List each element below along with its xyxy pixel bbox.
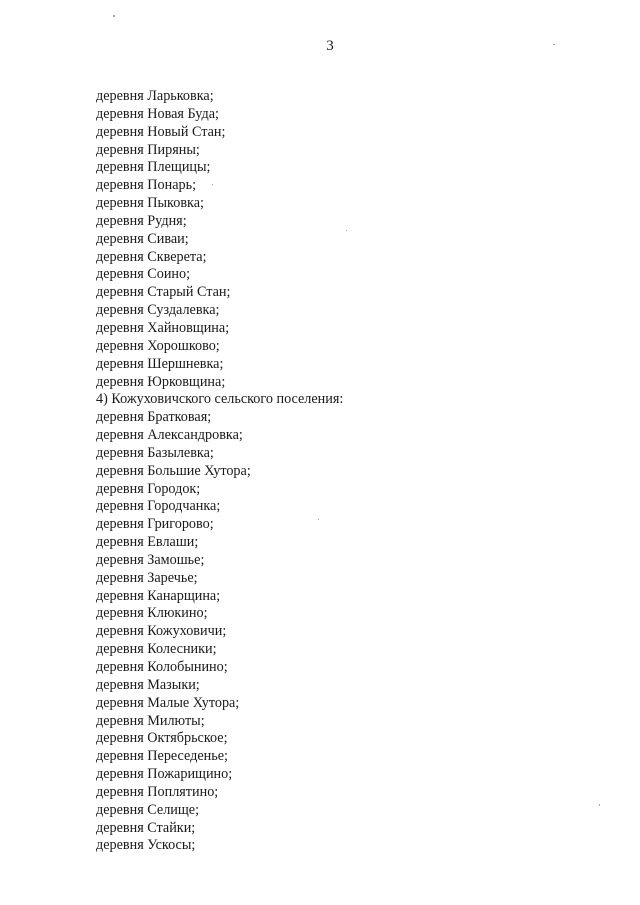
settlement-list xyxy=(96,88,343,855)
settlement-line: деревня Ускосы; xyxy=(96,837,196,854)
settlement-line: деревня Замошье; xyxy=(96,551,205,568)
settlement-line: деревня Колобынино; xyxy=(96,659,228,675)
settlement-line: деревня Малые Хутора; xyxy=(96,694,240,711)
settlement-line: деревня Мазыки; xyxy=(96,676,200,693)
scan-speck xyxy=(599,804,600,806)
page-number: 3 xyxy=(326,38,334,54)
settlement-line: деревня Братковая; xyxy=(96,409,212,426)
settlement-line: деревня Пиряны; xyxy=(96,141,200,158)
settlement-line: деревня Пожарищино; xyxy=(96,766,233,783)
settlement-line: деревня Ларьковка; xyxy=(96,88,214,104)
section-heading: 4) Кожуховичского сельского поселения: xyxy=(96,391,344,408)
settlement-line: деревня Евлаши; xyxy=(96,534,199,551)
settlement-line: деревня Хорошково; xyxy=(96,337,220,354)
settlement-line: деревня Новая Буда; xyxy=(96,105,219,122)
settlement-line: деревня Октябрьское; xyxy=(96,730,228,747)
settlement-line: деревня Городчанка; xyxy=(96,498,221,515)
settlement-line: деревня Шершневка; xyxy=(96,355,224,372)
settlement-line: деревня Юрковщина; xyxy=(96,373,226,390)
settlement-line: деревня Суздалевка; xyxy=(96,302,220,319)
settlement-line: деревня Соино; xyxy=(96,266,191,283)
scan-speck xyxy=(212,184,213,185)
scan-speck xyxy=(553,44,555,45)
settlement-line: деревня Плещицы; xyxy=(96,159,211,176)
settlement-line: деревня Хайновщина; xyxy=(96,319,230,336)
settlement-line: деревня Колесники; xyxy=(96,641,217,658)
settlement-line: деревня Понарь; xyxy=(96,177,197,194)
settlement-line: деревня Заречье; xyxy=(96,569,198,586)
settlement-line: деревня Новый Стан; xyxy=(96,123,226,140)
scan-speck xyxy=(113,15,115,17)
settlement-line: деревня Стайки; xyxy=(96,819,196,836)
settlement-line: деревня Канарщина; xyxy=(96,587,221,604)
settlement-line: деревня Базылевка; xyxy=(96,444,214,461)
settlement-line: деревня Рудня; xyxy=(96,212,187,229)
scan-speck xyxy=(318,519,319,520)
settlement-line: деревня Милюты; xyxy=(96,712,205,729)
settlement-line: деревня Селище; xyxy=(96,801,200,818)
settlement-line: деревня Старый Стан; xyxy=(96,284,231,301)
scan-speck xyxy=(346,230,347,231)
settlement-line: деревня Большие Хутора; xyxy=(96,462,251,479)
settlement-line: деревня Переседенье; xyxy=(96,748,228,765)
settlement-line: деревня Поплятино; xyxy=(96,783,219,800)
settlement-line: деревня Пыковка; xyxy=(96,195,204,212)
settlement-line: деревня Городок; xyxy=(96,480,201,497)
settlement-line: деревня Григорово; xyxy=(96,516,214,533)
settlement-line: деревня Кожуховичи; xyxy=(96,623,227,640)
settlement-line: деревня Александровка; xyxy=(96,427,243,444)
settlement-line: деревня Скверета; xyxy=(96,248,207,265)
settlement-line: деревня Клюкино; xyxy=(96,605,208,622)
settlement-line: деревня Сиваи; xyxy=(96,230,189,247)
